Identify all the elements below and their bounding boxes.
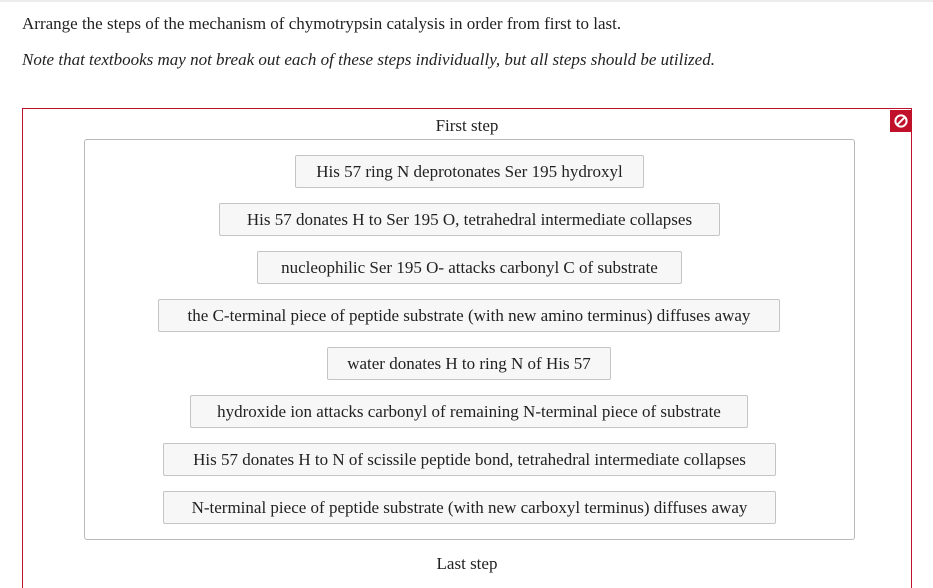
- sortable-item[interactable]: hydroxide ion attacks carbonyl of remaining N-terminal piece of substrate: [190, 395, 748, 428]
- sortable-item[interactable]: the C-terminal piece of peptide substrate (with new amino terminus) diffuses away: [158, 299, 780, 332]
- top-divider: [0, 0, 933, 2]
- sortable-item[interactable]: His 57 donates H to Ser 195 O, tetrahedral intermediate collapses: [219, 203, 720, 236]
- question-note: Note that textbooks may not break out each of these steps individually, but all steps should be utilized.: [22, 50, 715, 69]
- question-prompt: Arrange the steps of the mechanism of chymotrypsin catalysis in order from first to last.: [22, 14, 622, 33]
- first-step-label: First step: [435, 116, 499, 135]
- last-step-label: Last step: [436, 554, 498, 573]
- sortable-item[interactable]: His 57 donates H to N of scissile peptide bond, tetrahedral intermediate collapses: [163, 443, 776, 476]
- sortable-item[interactable]: His 57 ring N deprotonates Ser 195 hydroxyl: [295, 155, 644, 188]
- sortable-item[interactable]: nucleophilic Ser 195 O- attacks carbonyl C of substrate: [257, 251, 682, 284]
- sortable-list: [84, 139, 855, 540]
- sortable-item[interactable]: water donates H to ring N of His 57: [327, 347, 611, 380]
- sortable-item[interactable]: N-terminal piece of peptide substrate (with new carboxyl terminus) diffuses away: [163, 491, 776, 524]
